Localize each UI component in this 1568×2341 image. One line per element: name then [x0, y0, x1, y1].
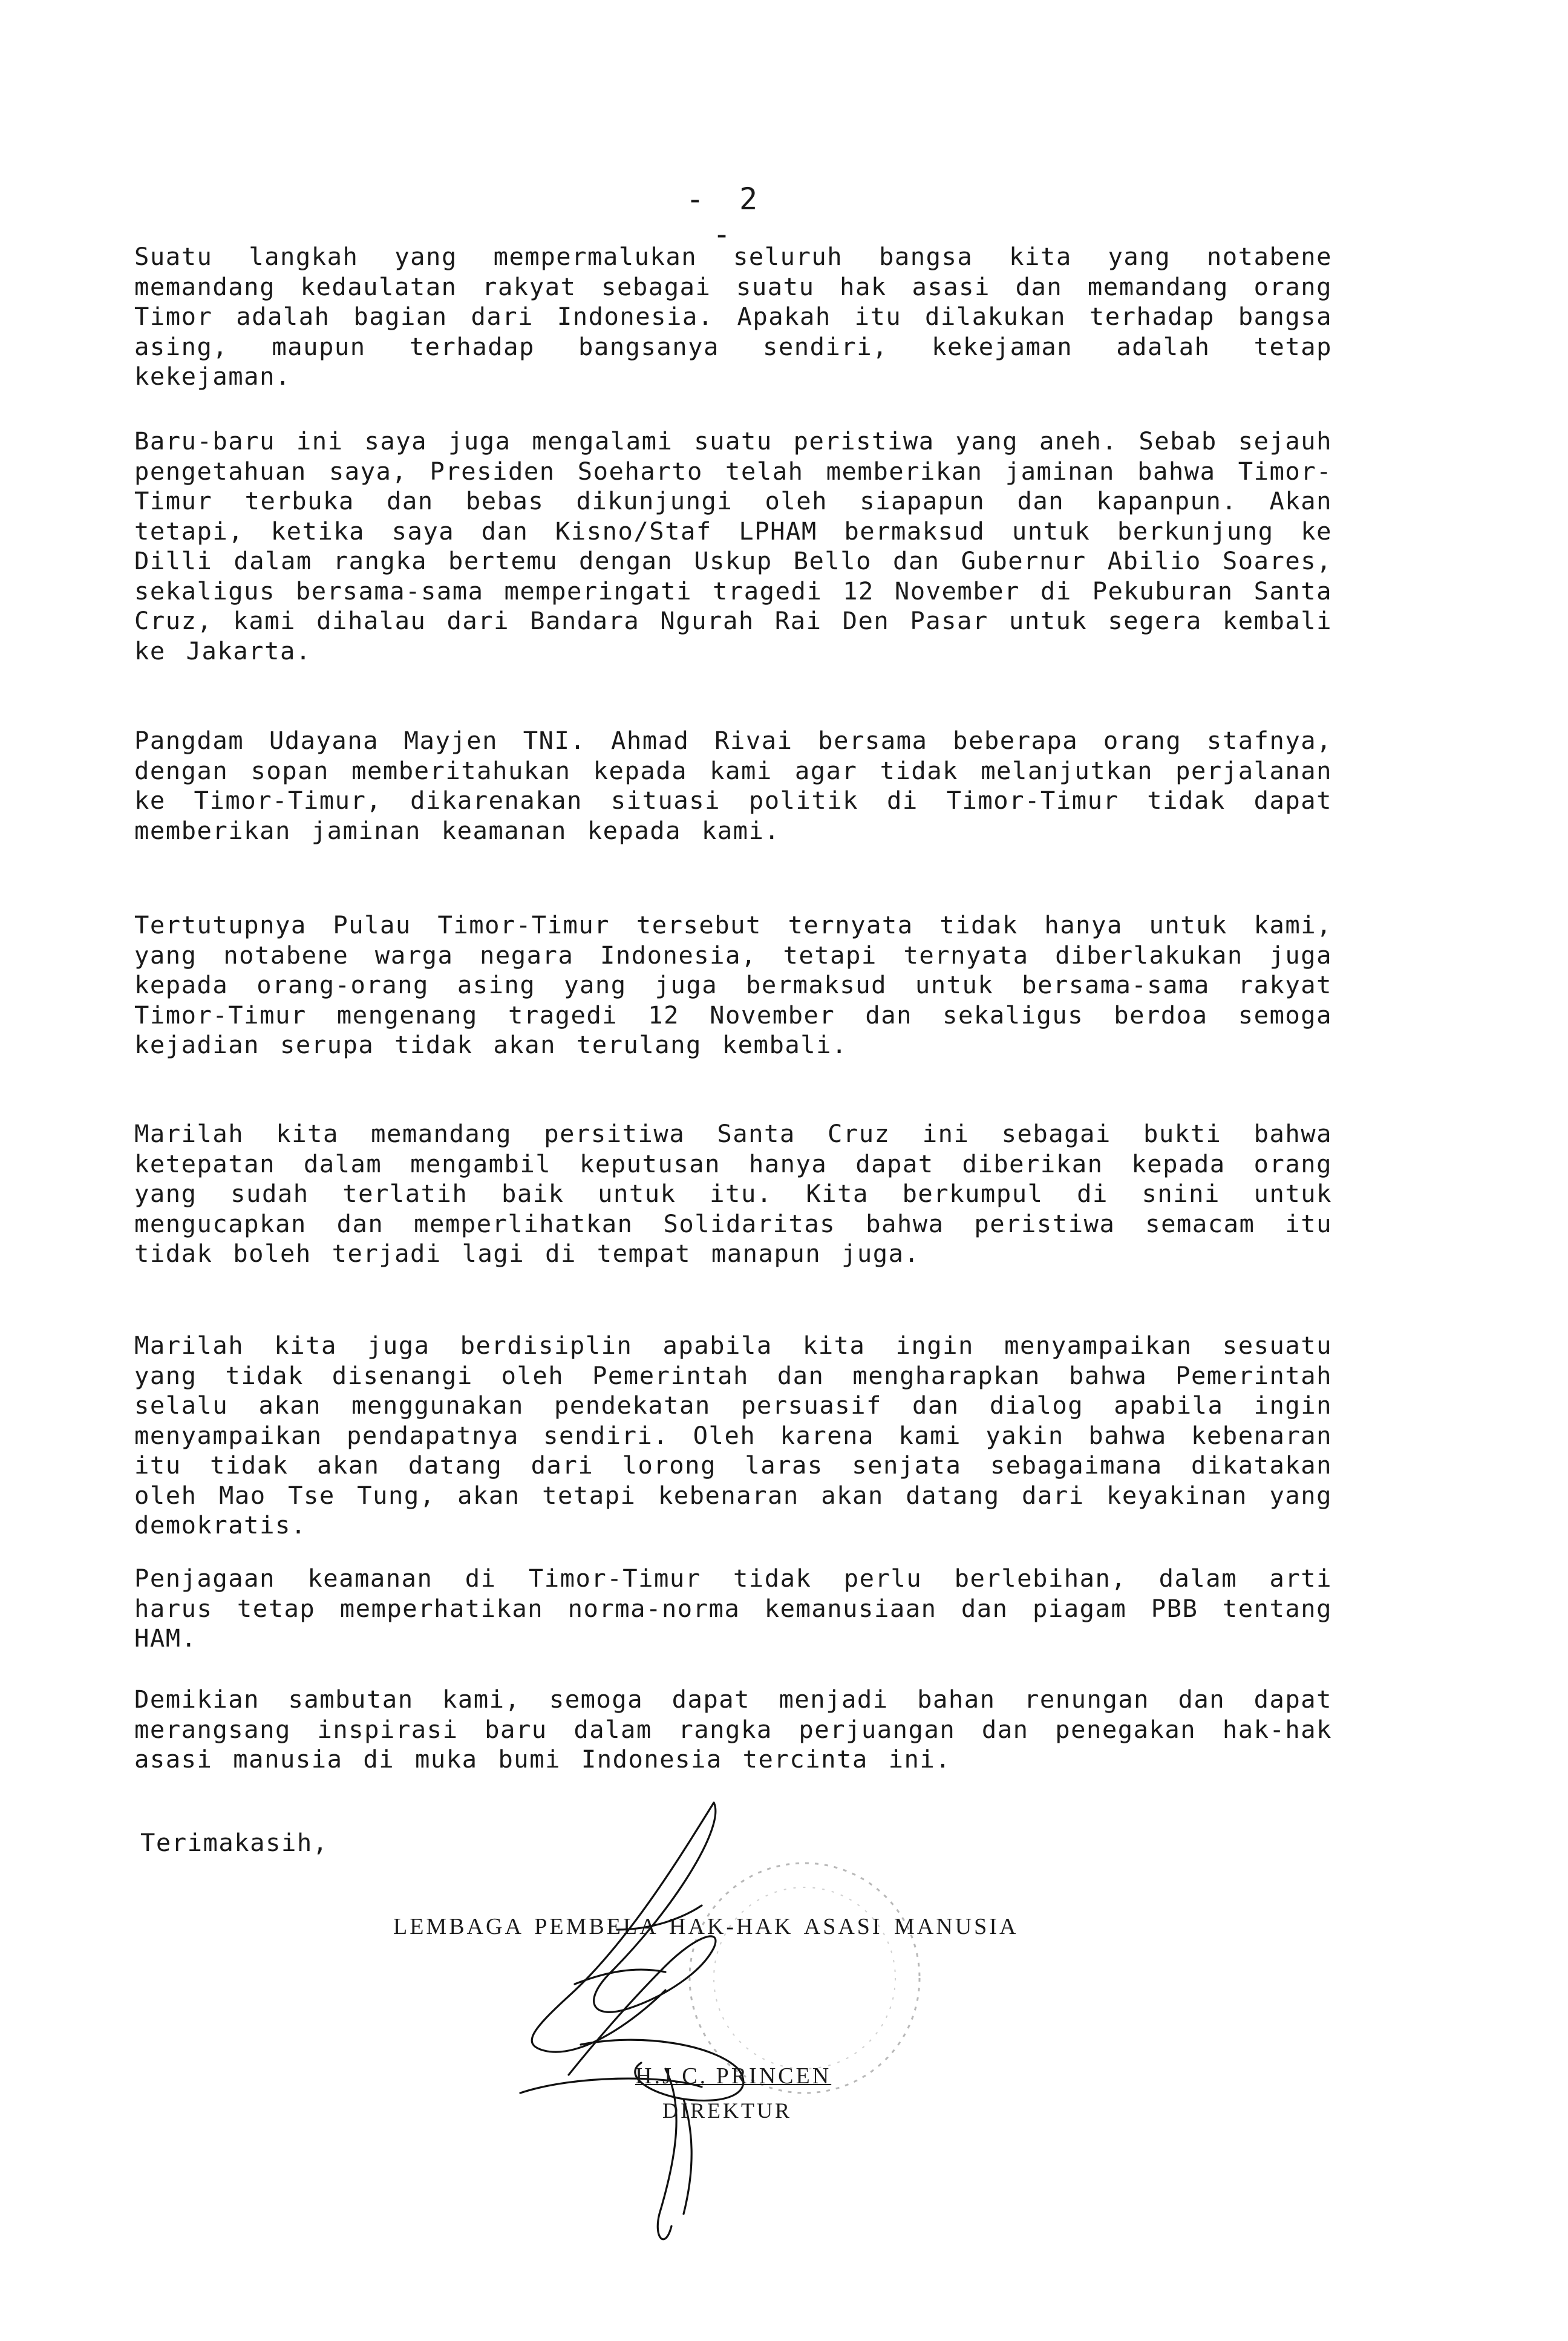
signer-title: DIREKTUR — [662, 2098, 792, 2123]
signer-name: H.J.C. PRINCEN — [635, 2063, 832, 2089]
paragraph-4: Tertutupnya Pulau Timor-Timur tersebut ternyata tidak hanya untuk kami, yang notabene warga negara Indonesia, tetapi ternyata diberlakukan juga kepada orang-orang asing yang juga bermaksud untuk bersama-sama rakyat Timor-Timur mengenang tragedi 12 November dan sekaligus berdoa semoga kejadian serupa tidak akan terulang kembali. — [134, 910, 1332, 1059]
paragraph-8: Demikian sambutan kami, semoga dapat menjadi bahan renungan dan dapat merangsang inspirasi baru dalam rangka perjuangan dan penegakan hak-hak asasi manusia di muka bumi Indonesia tercinta ini. — [134, 1685, 1332, 1774]
paragraph-5: Marilah kita memandang persitiwa Santa Cruz ini sebagai bukti bahwa ketepatan dalam mengambil keputusan hanya dapat diberikan kepada orang yang sudah terlatih baik untuk itu. Kita berkumpul di snini untuk mengucapkan dan memperlihatkan Solidaritas bahwa peristiwa semacam itu tidak boleh terjadi lagi di tempat manapun juga. — [134, 1119, 1332, 1268]
paragraph-3: Pangdam Udayana Mayjen TNI. Ahmad Rivai bersama beberapa orang stafnya, dengan sopan memberitahukan kepada kami agar tidak melanjutkan perjalanan ke Timor-Timur, dikarenakan situasi politik di Timor-Timur tidak dapat memberikan jaminan keamanan kepada kami. — [134, 726, 1332, 845]
paragraph-1: Suatu langkah yang mempermalukan seluruh bangsa kita yang notabene memandang kedaulatan rakyat sebagai suatu hak asasi dan memandang orang Timor adalah bagian dari Indonesia. Apakah itu dilakukan terhadap bangsa asing, maupun terhadap bangsanya sendiri, kekejaman adalah tetap kekejaman. — [134, 242, 1332, 391]
page-number: - 2 - — [685, 181, 766, 252]
closing-salutation: Terimakasih, — [140, 1828, 328, 1857]
paragraph-2: Baru-baru ini saya juga mengalami suatu peristiwa yang aneh. Sebab sejauh pengetahuan saya, Presiden Soeharto telah memberikan jaminan bahwa Timor-Timur terbuka dan bebas dikunjungi oleh siapapun dan kapanpun. Akan tetapi, ketika saya dan Kisno/Staf LPHAM bermaksud untuk berkunjung ke Dilli dalam rangka bertemu dengan Uskup Bello dan Gubernur Abilio Soares, sekaligus bersama-sama memperingati tragedi 12 November di Pekuburan Santa Cruz, kami dihalau dari Bandara Ngurah Rai Den Pasar untuk segera kembali ke Jakarta. — [134, 426, 1332, 665]
organization-name: LEMBAGA PEMBELA HAK-HAK ASASI MANUSIA — [393, 1914, 1019, 1939]
paragraph-6: Marilah kita juga berdisiplin apabila kita ingin menyampaikan sesuatu yang tidak disenangi oleh Pemerintah dan mengharapkan bahwa Pemerintah selalu akan menggunakan pendekatan persuasif dan dialog apabila ingin menyampaikan pendapatnya sendiri. Oleh karena kami yakin bahwa kebenaran itu tidak akan datang dari lorong laras senjata sebagaimana dikatakan oleh Mao Tse Tung, akan tetapi kebenaran akan datang dari keyakinan yang demokratis. — [134, 1331, 1332, 1539]
paragraph-7: Penjagaan keamanan di Timor-Timur tidak perlu berlebihan, dalam arti harus tetap memperhatikan norma-norma kemanusiaan dan piagam PBB tentang HAM. — [134, 1564, 1332, 1653]
handwritten-signature — [484, 1791, 1089, 2262]
